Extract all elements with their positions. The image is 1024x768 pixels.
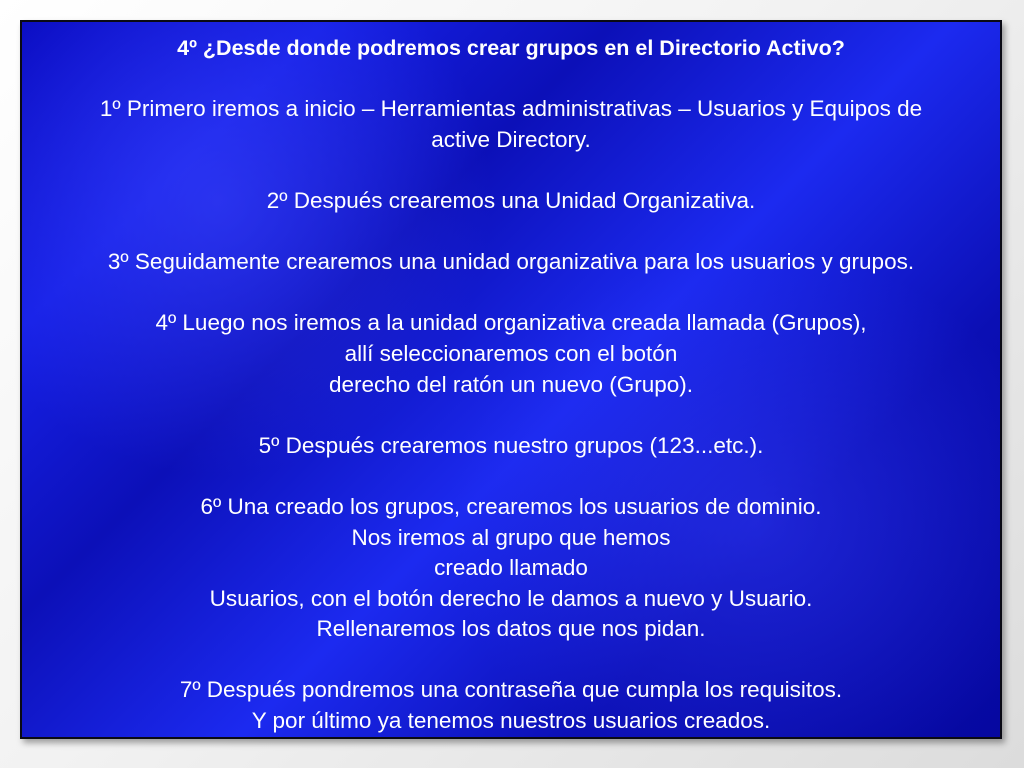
step-6-line-1: 6º Una creado los grupos, crearemos los usuarios de dominio. <box>200 493 822 519</box>
spacer <box>22 461 1000 492</box>
step-6-line-3: creado llamado <box>434 555 588 581</box>
step-3: 3º Seguidamente crearemos una unidad organizativa para los usuarios y grupos. <box>107 249 915 275</box>
step-1-line-2: active Directory. <box>431 126 591 152</box>
spacer <box>22 278 1000 309</box>
step-6-line-5: Rellenaremos los datos que nos pidan. <box>316 616 706 642</box>
step-4-line-3: derecho del ratón un nuevo (Grupo). <box>329 371 693 397</box>
content-text-box <box>20 20 1002 739</box>
step-7-line-1: 7º Después pondremos una contraseña que cumpla los requisitos. <box>179 677 843 703</box>
step-6-line-2: Nos iremos al grupo que hemos <box>351 524 671 550</box>
step-2: 2º Después crearemos una Unidad Organizativa. <box>266 187 756 213</box>
spacer <box>22 645 1000 676</box>
spacer <box>22 64 1000 95</box>
slide-title: 4º ¿Desde donde podremos crear grupos en el Directorio Activo? <box>177 36 845 60</box>
step-1-line-1: 1º Primero iremos a inicio – Herramientas administrativas – Usuarios y Equipos de <box>99 96 923 122</box>
step-4-line-1: 4º Luego nos iremos a la unidad organizativa creada llamada (Grupos), <box>155 310 867 336</box>
spacer <box>22 400 1000 431</box>
spacer <box>22 155 1000 186</box>
step-7-line-2: Y por último ya tenemos nuestros usuarios creados. <box>251 708 771 734</box>
step-5: 5º Después crearemos nuestro grupos (123...etc.). <box>258 432 764 458</box>
step-4-line-2: allí seleccionaremos con el botón <box>344 340 678 366</box>
step-6-line-4: Usuarios, con el botón derecho le damos a nuevo y Usuario. <box>209 585 813 611</box>
spacer <box>22 217 1000 248</box>
